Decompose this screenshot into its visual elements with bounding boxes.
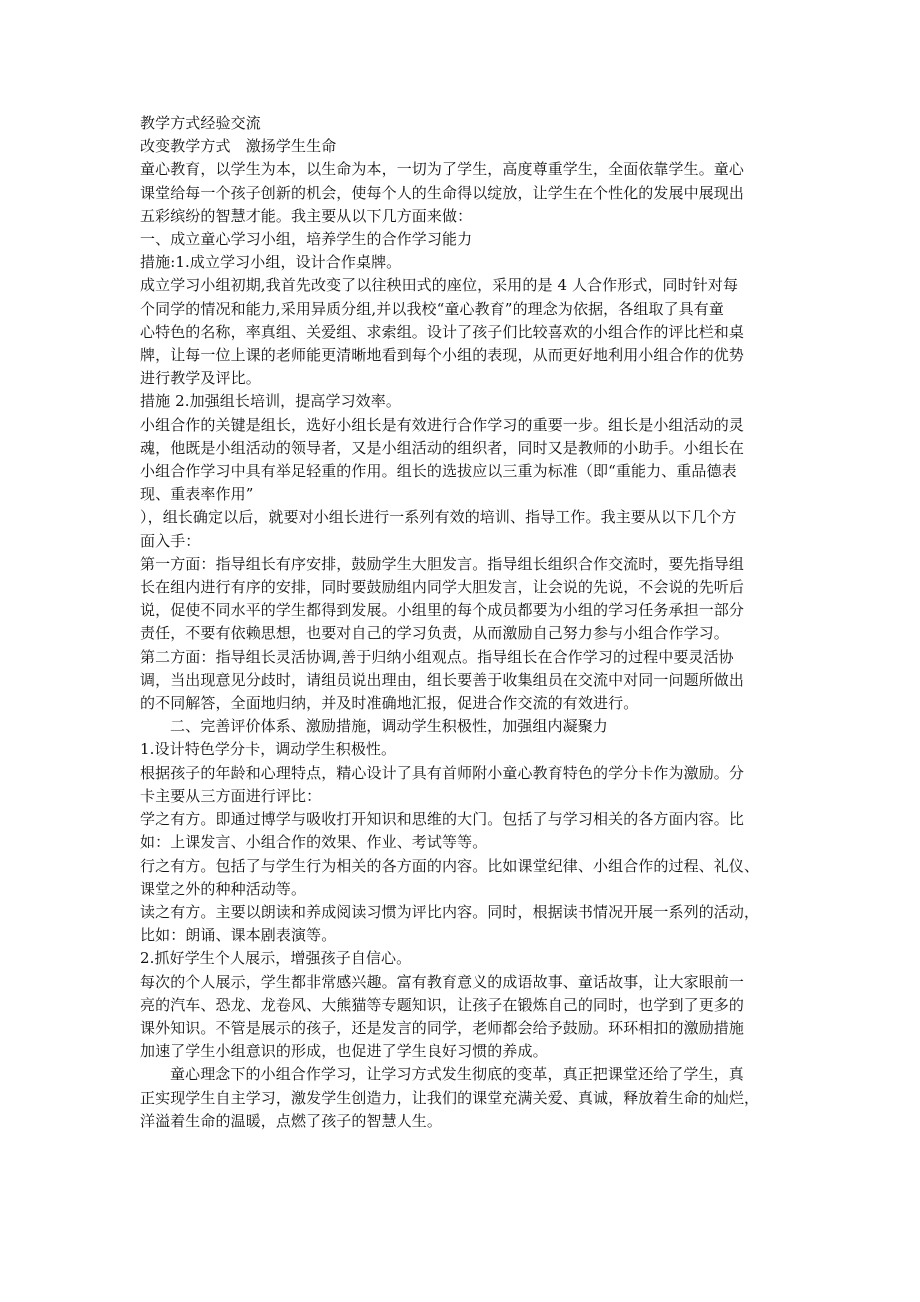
text-line: 调，当出现意见分歧时，请组员说出理由，组长要善于收集组员在交流中对同一问题所做出 [140, 670, 745, 689]
text-line: 课堂之外的种种活动等。 [140, 879, 307, 898]
text-line: 第二方面：指导组长灵活协调,善于归纳小组观点。指导组长在合作学习的过程中要灵活协 [140, 647, 734, 666]
text-line: 比如：朗诵、课本剧表演等。 [140, 926, 337, 945]
text-line: 心特色的名称，率真组、关爱组、求索组。设计了孩子们比较喜欢的小组合作的评比栏和桌 [140, 322, 745, 341]
text-line: ），组长确定以后，就要对小组长进行一系列有效的培训、指导工作。我主要从以下几个方 [140, 508, 737, 527]
text-line: 课堂给每一个孩子创新的机会，使每个人的生命得以绽放，让学生在个性化的发展中展现出 [140, 183, 745, 202]
text-line: 亮的汽车、恐龙、龙卷风、大熊猫等专题知识，让孩子在锻炼自己的同时，也学到了更多的 [140, 995, 745, 1014]
text-line: 1.设计特色学分卡，调动学生积极性。 [140, 740, 397, 759]
text-line: 行之有方。包括了与学生行为相关的各方面的内容。比如课堂纪律、小组合作的过程、礼仪、 [140, 856, 760, 875]
section-heading: 二、完善评价体系、激励措施，调动学生积极性，加强组内凝聚力 [170, 717, 608, 736]
text-line: 现、重表率作用” [140, 485, 254, 504]
text-line: 长在组内进行有序的安排，同时要鼓励组内同学大胆发言，让会说的先说，不会说的先听后 [140, 578, 745, 597]
section-heading: 一、成立童心学习小组，培养学生的合作学习能力 [140, 230, 473, 249]
document-subtitle: 改变教学方式 激扬学生生命 [140, 137, 337, 156]
text-line: 卡主要从三方面进行评比： [140, 786, 322, 805]
text-line: 的不同解答，全面地归纳，并及时准确地汇报，促进合作交流的有效进行。 [140, 694, 639, 713]
text-line: 学之有方。即通过博学与吸收打开知识和思维的大门。包括了与学习相关的各方面内容。比 [140, 810, 745, 829]
text-line: 加速了学生小组意识的形成，也促进了学生良好习惯的养成。 [140, 1042, 548, 1061]
text-line: 第一方面：指导组长有序安排，鼓励学生大胆发言。指导组长组织合作交流时，要先指导组 [140, 554, 745, 573]
text-line: 措施:1.成立学习小组，设计合作桌牌。 [140, 253, 402, 272]
text-line: 措施 2.加强组长培训，提高学习效率。 [140, 392, 401, 411]
text-line: 五彩缤纷的智慧才能。我主要从以下几方面来做： [140, 206, 473, 225]
text-line: 魂，他既是小组活动的领导者，又是小组活动的组织者，同时又是教师的小助手。小组长在 [140, 438, 745, 457]
text-line: 说，促使不同水平的学生都得到发展。小组里的每个成员都要为小组的学习任务承担一部分 [140, 601, 745, 620]
text-line: 课外知识。不管是展示的孩子，还是发言的同学，老师都会给予鼓励。环环相扣的激励措施 [140, 1018, 745, 1037]
document-page [140, 112, 785, 1133]
text-line: 小组合作的关键是组长，选好小组长是有效进行合作学习的重要一步。组长是小组活动的灵 [140, 415, 745, 434]
text-line: 洋溢着生命的温暖，点燃了孩子的智慧人生。 [140, 1111, 443, 1130]
text-line: 如：上课发言、小组合作的效果、作业、考试等等。 [140, 833, 488, 852]
text-line: 进行教学及评比。 [140, 369, 261, 388]
text-line: 牌，让每一位上课的老师能更清晰地看到每个小组的表现，从而更好地利用小组合作的优势 [140, 346, 745, 365]
document-title: 教学方式经验交流 [140, 114, 261, 132]
text-line: 成立学习小组初期,我首先改变了以往秧田式的座位，采用的是 4 人合作形式，同时针对每 [140, 276, 739, 295]
text-line: 每次的个人展示，学生都非常感兴趣。富有教育意义的成语故事、童话故事，让大家眼前一 [140, 972, 745, 991]
text-line: 根据孩子的年龄和心理特点，精心设计了具有首师附小童心教育特色的学分卡作为激励。分 [140, 763, 745, 782]
text-line: 童心教育，以学生为本，以生命为本，一切为了学生，高度尊重学生，全面依靠学生。童心 [140, 160, 745, 179]
text-line: 个同学的情况和能力,采用异质分组,并以我校“童心教育”的理念为依据，各组取了具有童 [140, 299, 724, 318]
text-line: 读之有方。主要以朗读和养成阅读习惯为评比内容。同时，根据读书情况开展一系列的活动， [140, 902, 760, 921]
text-line: 2.抓好学生个人展示，增强孩子自信心。 [140, 949, 412, 968]
text-line: 正实现学生自主学习，激发学生创造力，让我们的课堂充满关爱、真诚，释放着生命的灿烂， [140, 1088, 760, 1107]
text-line: 童心理念下的小组合作学习，让学习方式发生彻底的变革，真正把课堂还给了学生，真 [170, 1065, 744, 1084]
text-line: 责任，不要有依赖思想，也要对自己的学习负责，从而激励自己努力参与小组合作学习。 [140, 624, 729, 643]
text-line: 小组合作学习中具有举足轻重的作用。组长的选拔应以三重为标准（即“重能力、重品德表 [140, 462, 737, 481]
text-line: 面入手： [140, 531, 201, 550]
